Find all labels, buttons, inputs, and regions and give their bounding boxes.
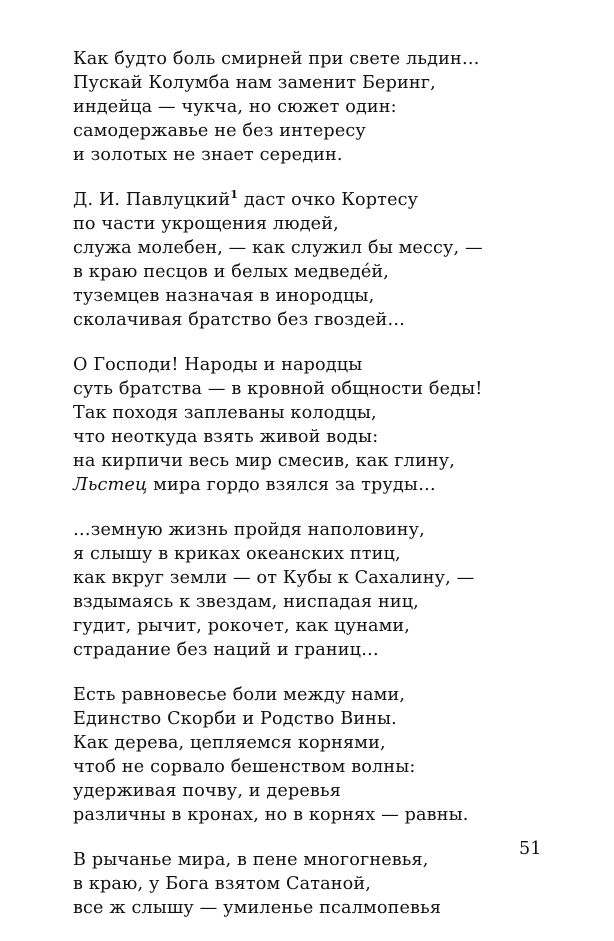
poem-line xyxy=(73,473,553,497)
poem-line: в краю, у Бога взятом Сатаной, xyxy=(73,874,372,894)
poem-text xyxy=(73,47,553,941)
stanza-3 xyxy=(73,353,553,497)
poem-line: суть братства — в кровной общности беды! xyxy=(73,379,483,399)
poem-line: как вкруг земли — от Кубы к Сахалину, — xyxy=(73,568,475,588)
poem-line: что неоткуда взять живой воды: xyxy=(73,427,379,447)
poem-line: различны в кронах, но в корнях — равны. xyxy=(73,805,469,825)
stanza-4 xyxy=(73,518,553,662)
poem-line: гудит, рычит, рокочет, как цунами, xyxy=(73,616,411,636)
poem-line: В рычанье мира, в пене многогневья, xyxy=(73,850,429,870)
poem-line: туземцев назначая в инородцы, xyxy=(73,286,375,306)
poem-line: Как дерева, цепляемся корнями, xyxy=(73,733,386,753)
stanza-1 xyxy=(73,47,553,167)
poem-line xyxy=(73,188,553,212)
poem-line: страдание без наций и границ… xyxy=(73,640,379,660)
poem-line: и золотых не знает середин. xyxy=(73,145,343,165)
poem-line: сколачивая братство без гвоздей… xyxy=(73,310,406,330)
poem-line: все ж слышу — умиленье псалмопевья xyxy=(73,898,442,918)
stanza-2 xyxy=(73,188,553,332)
stanza-5 xyxy=(73,683,553,827)
stanza-6 xyxy=(73,848,553,920)
poem-line: Пускай Колумба нам заменит Беринг, xyxy=(73,73,436,93)
poem-line: Единство Скорби и Родство Вины. xyxy=(73,709,397,729)
poem-line: удерживая почву, и деревья xyxy=(73,781,341,801)
page-number: 51 xyxy=(519,839,542,859)
poem-line: Так походя заплеваны колодцы, xyxy=(73,403,377,423)
poem-line: самодержавье не без интересу xyxy=(73,121,366,141)
poem-line: Есть равновесье боли между нами, xyxy=(73,685,406,705)
footnote-mark[interactable]: 1 xyxy=(230,188,239,201)
italic-word: Льстец xyxy=(73,475,148,495)
poem-line: по части укрощения людей, xyxy=(73,214,339,234)
poem-line: вздымаясь к звездам, ниспадая ниц, xyxy=(73,592,419,612)
poem-line: чтоб не сорвало бешенством волны: xyxy=(73,757,416,777)
poem-line: Как будто боль смирней при свете льдин… xyxy=(73,49,480,69)
poem-line-tail: даст очко Кортесу xyxy=(238,190,419,210)
poem-line: О Господи! Народы и народцы xyxy=(73,355,363,375)
poem-line: индейца — чукча, но сюжет один: xyxy=(73,97,397,117)
poem-line: я слышу в криках океанских птиц, xyxy=(73,544,401,564)
poem-line: в краю песцов и белых медведе́й, xyxy=(73,262,390,282)
poem-line-rest: мира гордо взялся за труды… xyxy=(153,475,436,495)
poem-line: …земную жизнь пройдя наполовину, xyxy=(73,520,425,540)
poem-line: на кирпичи весь мир смесив, как глину, xyxy=(73,451,455,471)
poem-line: служа молебен, — как служил бы мессу, — xyxy=(73,238,483,258)
poem-line-name: Д. И. Павлуцкий xyxy=(73,190,231,210)
